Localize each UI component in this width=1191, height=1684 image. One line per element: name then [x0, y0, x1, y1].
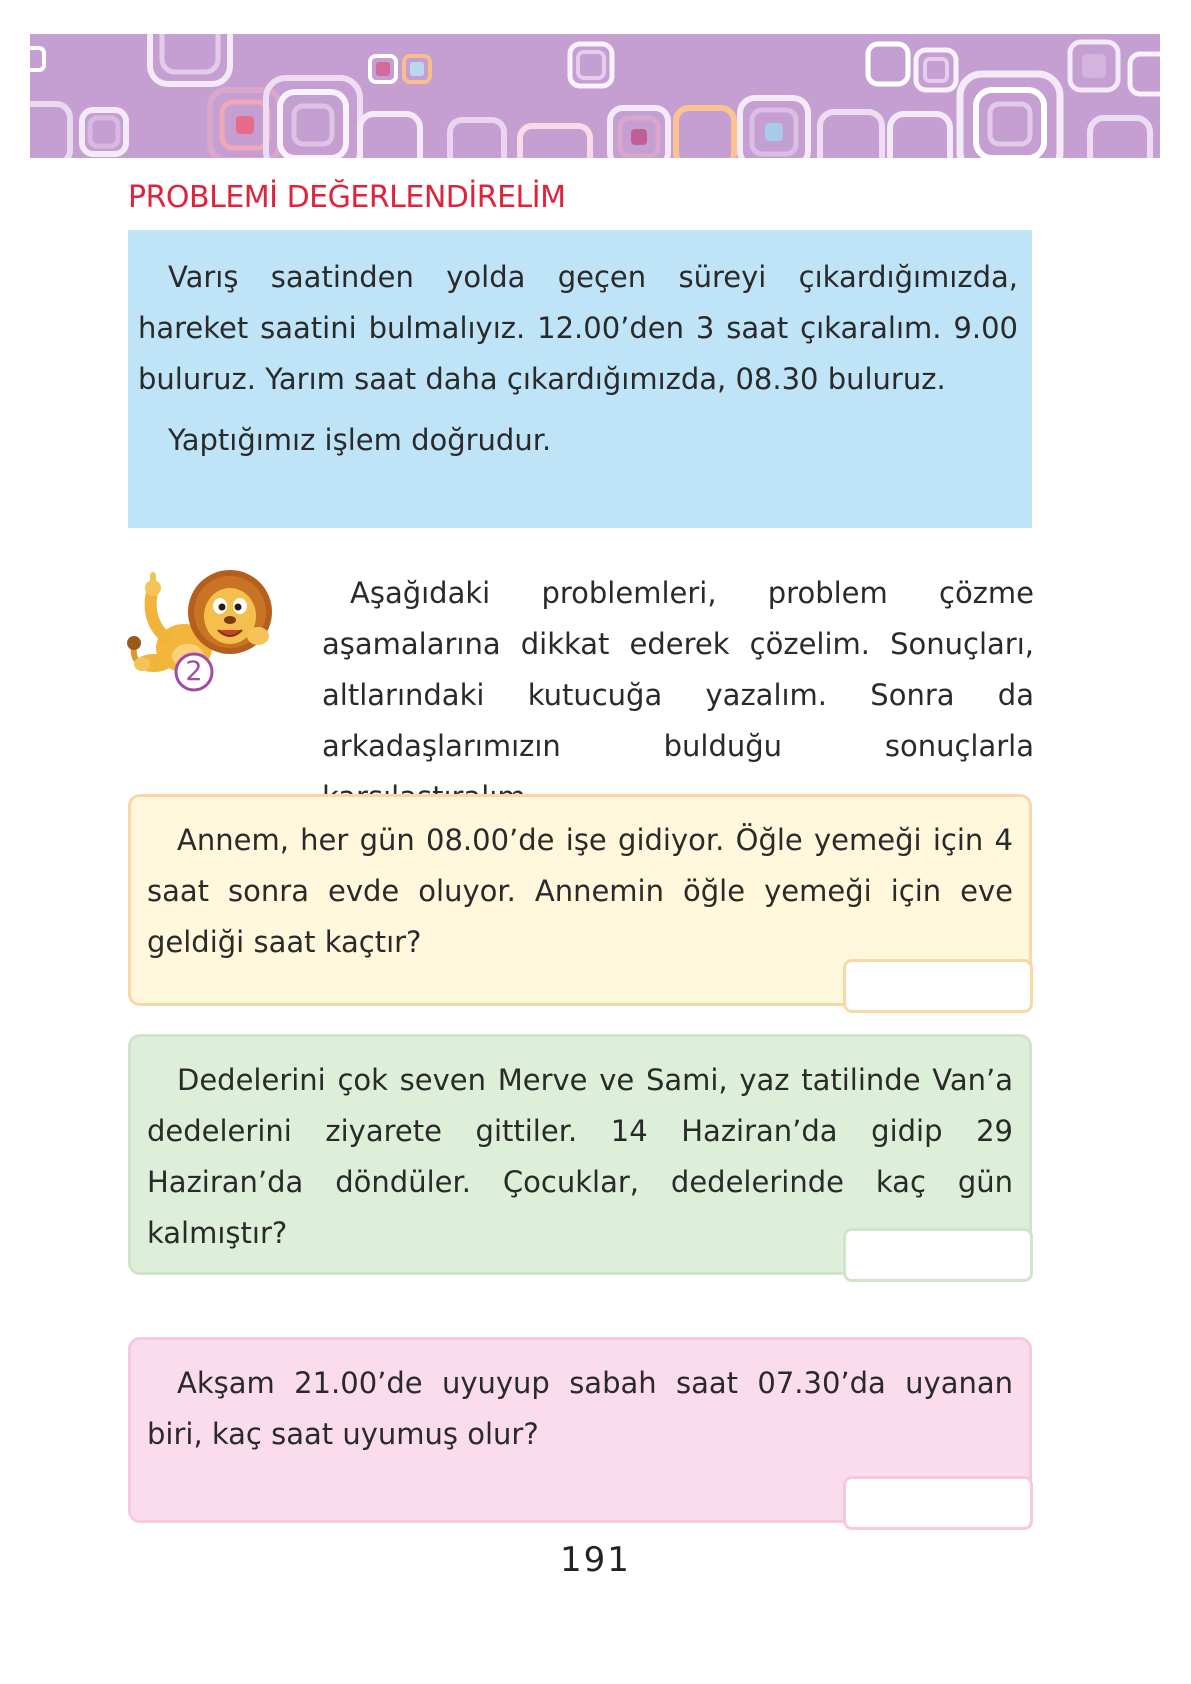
lion-mascot-icon: [126, 560, 296, 695]
page-number: 191: [560, 1540, 631, 1580]
decorative-banner: [30, 34, 1160, 158]
problem-card-2: [128, 1034, 1032, 1275]
activity-badge-number: 2: [185, 656, 203, 687]
problem-text-1: Annem, her gün 08.00’de işe gidiyor. Öğle yemeği için 4 saat sonra evde oluyor. Annemin öğle yemeği için eve geldiği saat kaçtır?: [147, 823, 1013, 959]
answer-box-3[interactable]: [843, 1476, 1033, 1530]
banner-pattern: [30, 34, 1160, 158]
answer-box-2[interactable]: [843, 1228, 1033, 1282]
lion-illustration: [126, 560, 296, 695]
answer-box-1[interactable]: [843, 959, 1033, 1013]
problem-card-1: [128, 794, 1032, 1006]
evaluation-paragraph: Varış saatinden yolda geçen süreyi çıkardığımızda, hareket saatini bulmalıyız. 12.00’den 3 saat çıkaralım. 9.00 buluruz. Yarım saat daha çıkardığımızda, 08.30 buluruz.: [138, 260, 1018, 396]
evaluation-box: [128, 230, 1032, 528]
problem-card-3: [128, 1337, 1032, 1523]
problem-text-3: Akşam 21.00’de uyuyup sabah saat 07.30’da uyanan biri, kaç saat uyumuş olur?: [147, 1366, 1013, 1451]
problem-text-2: Dedelerini çok seven Merve ve Sami, yaz tatilinde Van’a dedelerini ziyarete gittiler. 14 Haziran’da gidip 29 Haziran’da döndüler. Çocuklar, dedelerinde kaç gün kalmıştır?: [147, 1063, 1013, 1250]
activity-instruction: Aşağıdaki problemleri, problem çözme aşamalarına dikkat ederek çözelim. Sonuçları, altlarındaki kutucuğa yazalım. Sonra da arkadaşlarımızın bulduğu sonuçlarla: [322, 576, 1034, 763]
evaluation-conclusion: Yaptığımız işlem doğrudur.: [168, 423, 552, 457]
section-title: PROBLEMİ DEĞERLENDİRELİM: [128, 180, 566, 215]
